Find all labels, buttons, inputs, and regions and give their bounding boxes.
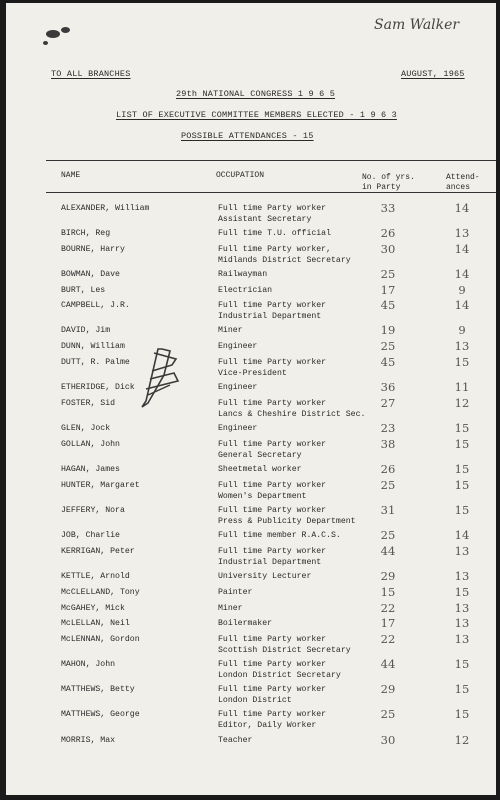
member-occupation: Teacher — [218, 736, 253, 745]
years-in-party: 45 — [380, 355, 396, 369]
member-name: HUNTER, Margaret — [61, 481, 140, 490]
years-in-party: 17 — [380, 283, 396, 297]
years-in-party: 25 — [380, 528, 396, 542]
years-in-party: 36 — [380, 380, 396, 394]
years-in-party: 26 — [380, 462, 396, 476]
member-occupation-detail: Vice-President — [218, 368, 287, 378]
years-in-party: 45 — [380, 298, 396, 312]
years-in-party: 30 — [380, 733, 396, 747]
column-header-years-line1: No. of yrs. — [362, 173, 415, 182]
document-page — [6, 3, 496, 795]
member-occupation: Full time Party worker — [218, 635, 327, 644]
member-occupation: Full time Party worker, — [218, 245, 332, 254]
member-name: JOB, Charlie — [61, 531, 120, 540]
member-occupation: Full time Party worker — [218, 301, 327, 310]
column-header-years-line2: in Party — [362, 183, 401, 192]
member-name: GLEN, Jock — [61, 424, 111, 433]
years-in-party: 25 — [380, 707, 396, 721]
attendances: 15 — [454, 478, 470, 492]
attendances: 15 — [454, 437, 470, 451]
years-in-party: 29 — [380, 682, 396, 696]
attendances: 14 — [454, 267, 470, 281]
attendances: 13 — [454, 544, 470, 558]
distribution-label: TO ALL BRANCHES — [51, 69, 131, 79]
member-occupation-detail: Editor, Daily Worker — [218, 720, 317, 730]
member-occupation-detail: Assistant Secretary — [218, 214, 312, 224]
member-name: MAHON, John — [61, 660, 116, 669]
member-occupation-detail: London District — [218, 695, 292, 705]
attendances: 14 — [454, 298, 470, 312]
member-name: KETTLE, Arnold — [61, 572, 130, 581]
member-occupation: Full time Party worker — [218, 399, 327, 408]
years-in-party: 25 — [380, 478, 396, 492]
years-in-party: 44 — [380, 657, 396, 671]
member-name: CAMPBELL, J.R. — [61, 301, 130, 310]
years-in-party: 19 — [380, 323, 396, 337]
attendances: 14 — [454, 201, 470, 215]
column-header-occupation: OCCUPATION — [216, 171, 265, 180]
member-name: ALEXANDER, William — [61, 204, 150, 213]
member-occupation: Engineer — [218, 424, 258, 433]
years-in-party: 25 — [380, 267, 396, 281]
attendances: 12 — [454, 733, 470, 747]
attendances: 13 — [454, 226, 470, 240]
member-name: McGAHEY, Mick — [61, 604, 125, 613]
attendances: 15 — [454, 355, 470, 369]
attendances: 13 — [454, 601, 470, 615]
member-name: DAVID, Jim — [61, 326, 111, 335]
column-header-years — [362, 173, 415, 193]
list-title: LIST OF EXECUTIVE COMMITTEE MEMBERS ELECTED - 1 9 6 3 — [116, 110, 397, 120]
member-occupation: Full time Party worker — [218, 204, 327, 213]
member-occupation: Full time Party worker — [218, 660, 327, 669]
member-occupation-detail: Lancs & Cheshire District Sec. — [218, 409, 366, 419]
years-in-party: 26 — [380, 226, 396, 240]
congress-title: 29th NATIONAL CONGRESS 1 9 6 5 — [176, 89, 336, 99]
member-occupation: Full time member R.A.C.S. — [218, 531, 341, 540]
attendances: 15 — [454, 421, 470, 435]
member-name: GOLLAN, John — [61, 440, 120, 449]
member-name: HAGAN, James — [61, 465, 120, 474]
pen-scribble-mark — [134, 345, 184, 411]
years-in-party: 25 — [380, 339, 396, 353]
possible-attendances: POSSIBLE ATTENDANCES - 15 — [181, 131, 314, 141]
member-name: KERRIGAN, Peter — [61, 547, 135, 556]
column-header-attendances-line1: Attend- — [446, 173, 480, 182]
column-header-attendances — [446, 173, 480, 193]
attendances: 15 — [454, 585, 470, 599]
years-in-party: 22 — [380, 601, 396, 615]
member-name: McLENNAN, Gordon — [61, 635, 140, 644]
attendances: 15 — [454, 707, 470, 721]
member-occupation-detail: General Secretary — [218, 450, 302, 460]
member-occupation: Electrician — [218, 286, 273, 295]
member-occupation: Full time Party worker — [218, 358, 327, 367]
member-name: MORRIS, Max — [61, 736, 116, 745]
years-in-party: 22 — [380, 632, 396, 646]
column-header-name: NAME — [61, 171, 81, 180]
handwritten-signature: Sam Walker — [374, 17, 460, 33]
table-top-rule — [46, 160, 496, 161]
member-occupation-detail: Industrial Department — [218, 311, 322, 321]
member-name: FOSTER, Sid — [61, 399, 116, 408]
member-occupation: Painter — [218, 588, 253, 597]
member-occupation: Full time Party worker — [218, 710, 327, 719]
attendances: 11 — [454, 380, 470, 394]
years-in-party: 23 — [380, 421, 396, 435]
attendances: 14 — [454, 242, 470, 256]
ink-blot — [43, 41, 48, 45]
years-in-party: 15 — [380, 585, 396, 599]
member-occupation-detail: Women's Department — [218, 491, 307, 501]
attendances: 9 — [458, 283, 466, 297]
member-occupation-detail: Scottish District Secretary — [218, 645, 351, 655]
member-occupation: Engineer — [218, 383, 258, 392]
years-in-party: 33 — [380, 201, 396, 215]
member-name: BOURNE, Harry — [61, 245, 125, 254]
attendances: 15 — [454, 682, 470, 696]
years-in-party: 27 — [380, 396, 396, 410]
years-in-party: 17 — [380, 616, 396, 630]
attendances: 13 — [454, 339, 470, 353]
attendances: 13 — [454, 616, 470, 630]
attendances: 15 — [454, 462, 470, 476]
member-occupation-detail: London District Secretary — [218, 670, 341, 680]
years-in-party: 44 — [380, 544, 396, 558]
member-occupation: University Lecturer — [218, 572, 312, 581]
member-occupation: Full time Party worker — [218, 547, 327, 556]
table-header-rule — [46, 192, 496, 193]
attendances: 13 — [454, 632, 470, 646]
document-date: AUGUST, 1965 — [401, 69, 465, 79]
member-occupation: Full time Party worker — [218, 685, 327, 694]
member-name: BIRCH, Reg — [61, 229, 111, 238]
member-occupation-detail: Press & Publicity Department — [218, 516, 356, 526]
member-occupation: Railwayman — [218, 270, 268, 279]
member-name: McLELLAN, Neil — [61, 619, 130, 628]
attendances: 14 — [454, 528, 470, 542]
member-name: ETHERIDGE, Dick — [61, 383, 135, 392]
years-in-party: 29 — [380, 569, 396, 583]
member-name: BURT, Les — [61, 286, 106, 295]
member-name: BOWMAN, Dave — [61, 270, 120, 279]
member-name: McCLELLAND, Tony — [61, 588, 140, 597]
years-in-party: 31 — [380, 503, 396, 517]
attendances: 15 — [454, 503, 470, 517]
member-occupation: Full time Party worker — [218, 481, 327, 490]
member-occupation-detail: Industrial Department — [218, 557, 322, 567]
member-name: MATTHEWS, Betty — [61, 685, 135, 694]
member-occupation: Full time T.U. official — [218, 229, 332, 238]
years-in-party: 38 — [380, 437, 396, 451]
attendances: 9 — [458, 323, 466, 337]
attendances: 15 — [454, 657, 470, 671]
member-occupation: Full time Party worker — [218, 440, 327, 449]
attendances: 12 — [454, 396, 470, 410]
member-name: DUTT, R. Palme — [61, 358, 130, 367]
column-header-attendances-line2: ances — [446, 183, 471, 192]
member-occupation-detail: Midlands District Secretary — [218, 255, 351, 265]
member-occupation: Sheetmetal worker — [218, 465, 302, 474]
member-name: JEFFERY, Nora — [61, 506, 125, 515]
member-occupation: Boilermaker — [218, 619, 273, 628]
member-occupation: Miner — [218, 604, 243, 613]
ink-blot — [46, 30, 60, 38]
years-in-party: 30 — [380, 242, 396, 256]
attendances: 13 — [454, 569, 470, 583]
member-name: MATTHEWS, George — [61, 710, 140, 719]
member-occupation: Engineer — [218, 342, 258, 351]
member-occupation: Full time Party worker — [218, 506, 327, 515]
member-name: DUNN, William — [61, 342, 125, 351]
ink-blot — [61, 27, 70, 33]
member-occupation: Miner — [218, 326, 243, 335]
